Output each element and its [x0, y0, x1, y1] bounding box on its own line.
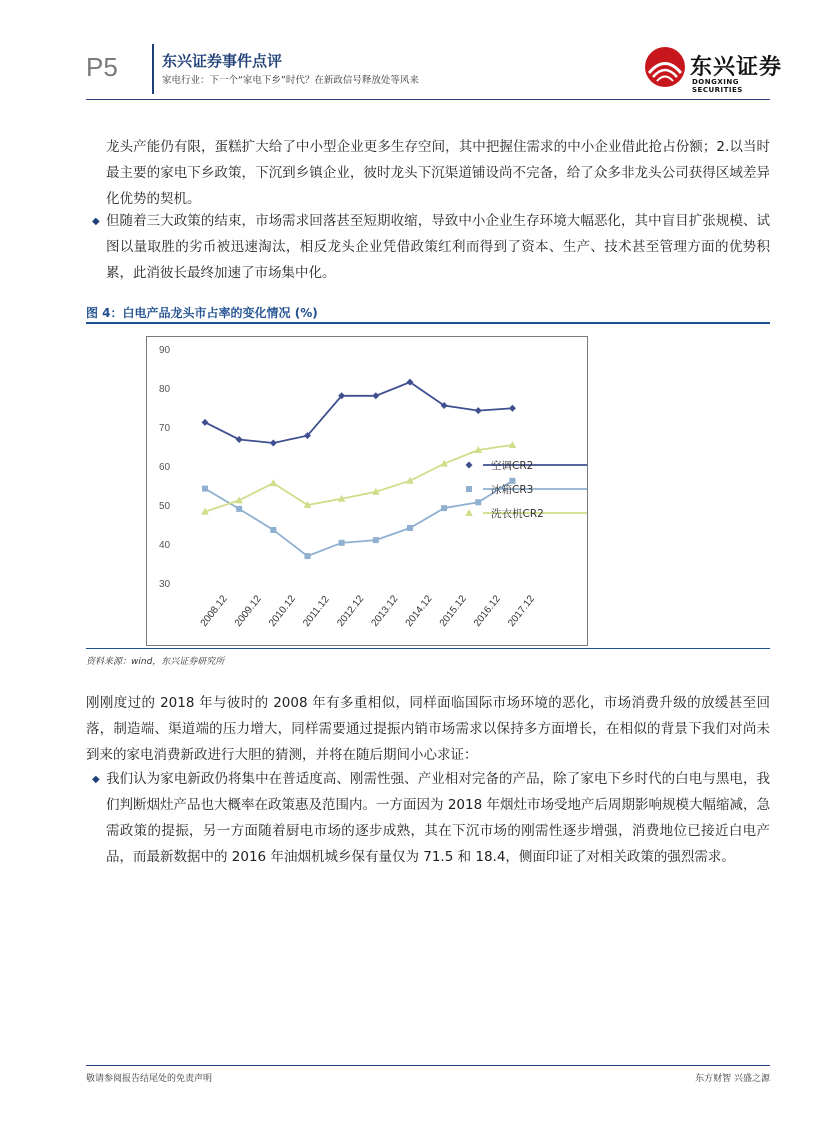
figure-bottom-rule [86, 648, 770, 649]
y-tick-label: 40 [159, 540, 171, 551]
data-point [236, 436, 243, 443]
paragraph-main: 刚刚度过的 2018 年与彼时的 2008 年有多重相似，同样面临国际市场环境的恶化，市场消费升级的放缓甚至回落，制造端、渠道端的压力增大，同样需要通过提振内销市场需求以保持多方面增长，在相似的背景下我们对尚未到来的家电消费新政进行大胆的猜测，并将在随后期间小心求证： [86, 695, 770, 763]
data-point [441, 505, 447, 511]
x-tick-label: 2016.12 [471, 593, 503, 629]
page-number: P5 [86, 52, 118, 82]
data-point [236, 506, 242, 512]
x-tick-label: 2013.12 [369, 593, 401, 629]
footer-disclaimer: 敬请参阅报告结尾处的免责声明 [86, 1074, 213, 1084]
data-point [475, 407, 482, 414]
paragraph-bullet-1: 但随着三大政策的结束，市场需求回落甚至短期收缩，导致中小企业生存环境大幅恶化，其中盲目扩张规模、试图以量取胜的劣币被迅速淘汰，相反龙头企业凭借政策红利而得到了资本、生产、技术甚至管理方面的优势积累，此消彼长最终加速了市场集中化。 [106, 213, 770, 281]
logo-text: 东兴证券 [690, 55, 783, 80]
figure-top-rule [86, 322, 770, 324]
x-tick-label: 2009.12 [232, 593, 264, 629]
page-header [0, 0, 827, 100]
x-tick-label: 2017.12 [506, 593, 538, 629]
market-share-line-chart [147, 337, 587, 645]
legend-label: 冰箱CR3 [491, 484, 534, 496]
data-point [407, 525, 413, 531]
data-point [270, 439, 277, 446]
y-tick-label: 90 [159, 345, 171, 356]
data-point [202, 419, 209, 426]
footer-rule [86, 1065, 770, 1066]
paragraph-bullet-2: 我们认为家电新政仍将集中在普适度高、刚需性强、产业相对完备的产品，除了家电下乡时代的白电与黑电，我们判断烟灶产品也大概率在政策惠及范围内。一方面因为 2018 年烟灶市场受地产后周期影响规模大幅缩减，急需政策的提振，另一方面随着厨电市场的逐步成熟，其在下沉市场的刚需性逐步增强，消费地位已接近白电产品，而最新数据中的 2016 年油烟机城乡保有量仅为 71.5 和 18.4，侧面印证了对相关政策的强烈需求。 [106, 771, 770, 865]
data-point [373, 537, 379, 543]
y-tick-label: 50 [159, 501, 171, 512]
figure-source: 资料来源：wind，东兴证券研究所 [86, 657, 225, 667]
data-point [202, 486, 208, 492]
x-tick-label: 2008.12 [198, 593, 230, 629]
x-tick-label: 2014.12 [403, 593, 435, 629]
data-point [339, 540, 345, 546]
paragraph-continued: 龙头产能仍有限，蛋糕扩大给了中小型企业更多生存空间，其中把握住需求的中小企业借此抢占份额；2.以当时最主要的家电下乡政策，下沉到乡镇企业，彼时龙头下沉渠道铺设尚不完备，给了众多非龙头公司获得区域差异化优势的契机。 [106, 139, 770, 207]
series-line [205, 445, 512, 512]
data-point [270, 479, 278, 486]
report-type-title: 东兴证券事件点评 [162, 52, 283, 70]
data-point [304, 553, 310, 559]
chart-frame [146, 336, 588, 646]
data-point [372, 392, 379, 399]
y-tick-label: 60 [159, 462, 171, 473]
header-rule [86, 99, 770, 100]
data-point [509, 405, 516, 412]
series-line [205, 382, 512, 443]
y-tick-label: 30 [159, 579, 171, 590]
data-point [475, 499, 481, 505]
legend-label: 洗衣机CR2 [491, 508, 544, 520]
company-logo [644, 44, 784, 92]
figure-title: 图 4：白电产品龙头市占率的变化情况 (%) [86, 306, 318, 320]
report-subtitle: 家电行业：下一个“家电下乡”时代？在新政信号释放处等风来 [162, 75, 419, 86]
data-point [270, 527, 276, 533]
y-tick-label: 80 [159, 384, 171, 395]
x-tick-label: 2015.12 [437, 593, 469, 629]
x-tick-label: 2010.12 [267, 593, 298, 629]
legend-label: 空调CR2 [491, 460, 534, 472]
bullet-diamond-icon: ◆ [92, 774, 100, 785]
x-tick-label: 2012.12 [335, 593, 367, 629]
footer-slogan: 东方财智 兴盛之源 [695, 1074, 770, 1084]
legend-marker [466, 462, 473, 469]
legend-marker [466, 486, 472, 492]
y-tick-label: 70 [159, 423, 171, 434]
logo-english-text: DONGXING SECURITIES [692, 78, 743, 94]
series-line [205, 481, 512, 556]
legend-marker [465, 509, 473, 516]
header-divider [152, 44, 154, 94]
data-point [509, 478, 515, 484]
logo-mark-icon [644, 46, 686, 88]
bullet-diamond-icon: ◆ [92, 216, 100, 227]
x-tick-label: 2011.12 [301, 594, 332, 629]
